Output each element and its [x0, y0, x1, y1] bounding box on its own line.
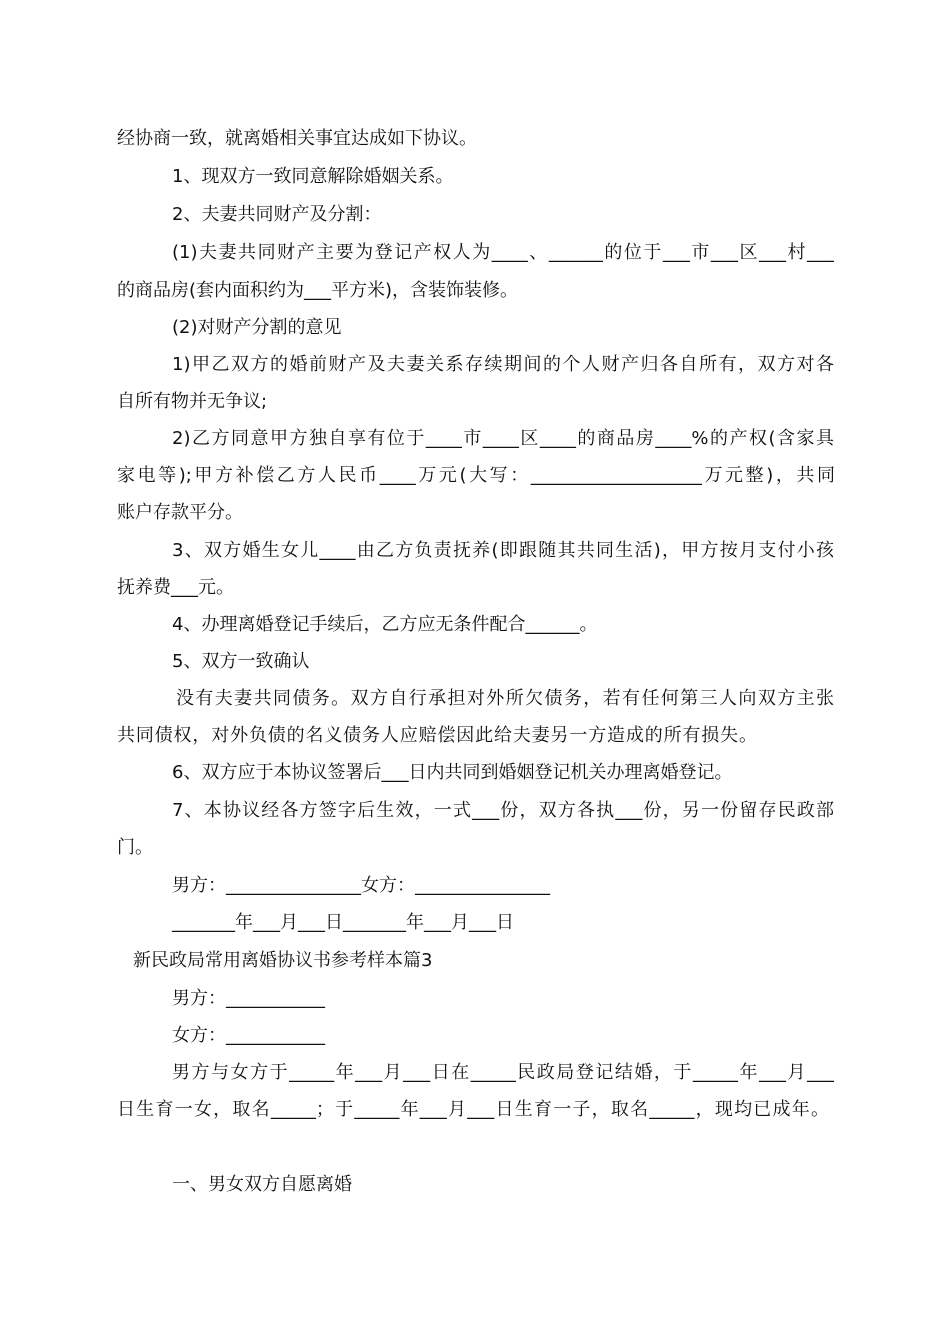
text-line: 日生育一女，取名_____；于_____年___月___日生育一子，取名_____，现均已成年。 [117, 1099, 829, 1120]
clause-6: 6、双方应于本协议签署后___日内共同到婚姻登记机关办理离婚登记。 [172, 762, 733, 783]
clause-1: 1、现双方一致同意解除婚姻关系。 [172, 166, 454, 187]
text-line: 自所有物并无争议; [117, 391, 268, 412]
clause-5: 5、双方一致确认 [172, 651, 310, 672]
date-line: _______年___月___日_______年___月___日 [172, 912, 514, 933]
clause-7: 7、本协议经各方签字后生效，一式___份，双方各执___份，另一份留存民政部 [172, 800, 834, 821]
text-line: 没有夫妻共同债务。双方自行承担对外所欠债务，若有任何第三人向双方主张 [176, 688, 834, 709]
section-title: 新民政局常用离婚协议书参考样本篇3 [133, 950, 433, 971]
signature-line: 男方：_______________女方：_______________ [172, 875, 550, 896]
text-line: 账户存款平分。 [117, 502, 243, 523]
text-line: 经协商一致，就离婚相关事宜达成如下协议。 [117, 128, 477, 149]
text-line: 男方与女方于_____年___月___日在_____民政局登记结婚，于_____年___月___ [172, 1062, 834, 1083]
heading: 一、男女双方自愿离婚 [172, 1174, 352, 1195]
clause-2-2-1: 1)甲乙双方的婚前财产及夫妻关系存续期间的个人财产归各自所有，双方对各 [172, 354, 834, 375]
text-line: 家电等);甲方补偿乙方人民币____万元(大写：___________________万元整)，共同 [117, 465, 835, 486]
text-line: 抚养费___元。 [117, 577, 234, 598]
female-party-field: 女方：___________ [172, 1025, 325, 1046]
text-line: 门。 [117, 837, 153, 858]
clause-2-2-2: 2)乙方同意甲方独自享有位于____市____区____的商品房____%的产权(含家具 [172, 428, 834, 449]
text-line: 共同债权，对外负债的名义债务人应赔偿因此给夫妻另一方造成的所有损失。 [117, 725, 757, 746]
clause-3: 3、双方婚生女儿____由乙方负责抚养(即跟随其共同生活)，甲方按月支付小孩 [172, 540, 834, 561]
clause-2: 2、夫妻共同财产及分割： [172, 204, 382, 225]
clause-4: 4、办理离婚登记手续后，乙方应无条件配合______。 [172, 614, 598, 635]
male-party-field: 男方：___________ [172, 988, 325, 1009]
clause-2-2: (2)对财产分割的意见 [172, 317, 342, 338]
text-line: 的商品房(套内面积约为___平方米)，含装饰装修。 [117, 280, 519, 301]
clause-2-1: (1)夫妻共同财产主要为登记产权人为____、______的位于___市___区___村___ [172, 242, 834, 263]
